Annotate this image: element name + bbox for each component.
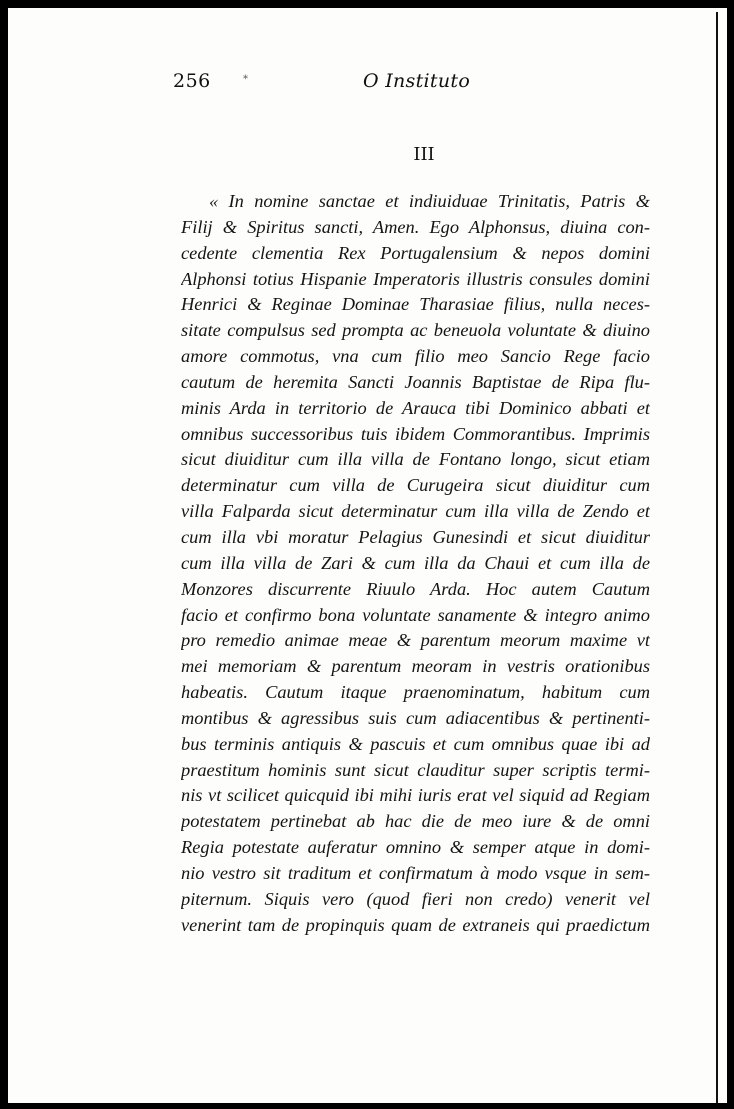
text-line: cautum de heremita Sancti Joannis Baptistae de Ripa flu-: [181, 371, 650, 392]
text-line: mei memoriam & parentum meoram in vestris orationibus: [181, 656, 650, 677]
text-line: sitate compulsus sed prompta ac beneuola voluntate & diuino: [181, 320, 650, 341]
section-number: III: [413, 144, 435, 165]
text-line: piternum. Siquis vero (quod fieri non credo) venerit vel: [181, 888, 650, 909]
text-line: « In nomine sanctae et indiuiduae Trinitatis, Patris &: [209, 191, 650, 211]
text-line: cedente clementia Rex Portugalensium & nepos domini: [181, 242, 650, 263]
print-speck: *: [243, 74, 248, 85]
text-line: sicut diuiditur cum illa villa de Fontano longo, sicut etiam: [181, 449, 650, 470]
text-line: Monzores discurrente Riuulo Arda. Hoc autem Cautum: [181, 578, 650, 599]
text-line: Filij & Spiritus sancti, Amen. Ego Alphonsus, diuina con-: [181, 216, 650, 237]
text-line: Alphonsi totius Hispanie Imperatoris illustris consules domini: [181, 268, 650, 289]
text-line: determinatur cum villa de Curugeira sicut diuiditur cum: [181, 475, 650, 496]
text-line: cum illa villa de Zari & cum illa da Chaui et cum illa de: [181, 552, 650, 573]
text-line: montibus & agressibus suis cum adiacentibus & pertinenti-: [181, 707, 650, 728]
text-line: potestatem pertinebat ab hac die de meo iure & de omni: [181, 811, 650, 832]
text-line: praestitum hominis sunt sicut clauditur super scriptis termi-: [181, 759, 650, 780]
page-number: 256: [173, 70, 211, 92]
text-line: Regia potestate auferatur omnino & semper atque in domi-: [181, 837, 650, 858]
text-line: minis Arda in territorio de Arauca tibi Dominico abbati et: [181, 397, 650, 418]
text-line: bus terminis antiquis & pascuis et cum omnibus quae ibi ad: [181, 733, 650, 754]
text-line: nis vt scilicet quicquid ibi mihi iuris erat vel siquid ad Regiam: [181, 785, 650, 806]
text-line: nio vestro sit traditum et confirmatum à modo vsque in sem-: [181, 862, 650, 883]
text-line: venerint tam de propinquis quam de extraneis qui praedictum: [181, 914, 650, 935]
text-line: habeatis. Cautum itaque praenominatum, habitum cum: [181, 682, 650, 703]
text-line: amore commotus, vna cum filio meo Sancio Rege facio: [181, 346, 650, 367]
text-line: cum illa vbi moratur Pelagius Gunesindi et sicut diuiditur: [181, 526, 650, 547]
text-line: villa Falparda sicut determinatur cum illa villa de Zendo et: [181, 501, 650, 522]
text-line: Henrici & Reginae Dominae Tharasiae filius, nulla neces-: [181, 294, 650, 315]
scan-edge-line: [716, 12, 718, 1104]
text-line: omnibus successoribus tuis ibidem Commorantibus. Imprimis: [181, 423, 650, 444]
document-body: [181, 189, 650, 938]
text-line: facio et confirmo bona voluntate sanamente & integro animo: [181, 604, 650, 625]
text-line: pro remedio animae meae & parentum meorum maxime vt: [181, 630, 650, 651]
journal-title: O Instituto: [363, 70, 471, 92]
running-head: [173, 70, 657, 100]
